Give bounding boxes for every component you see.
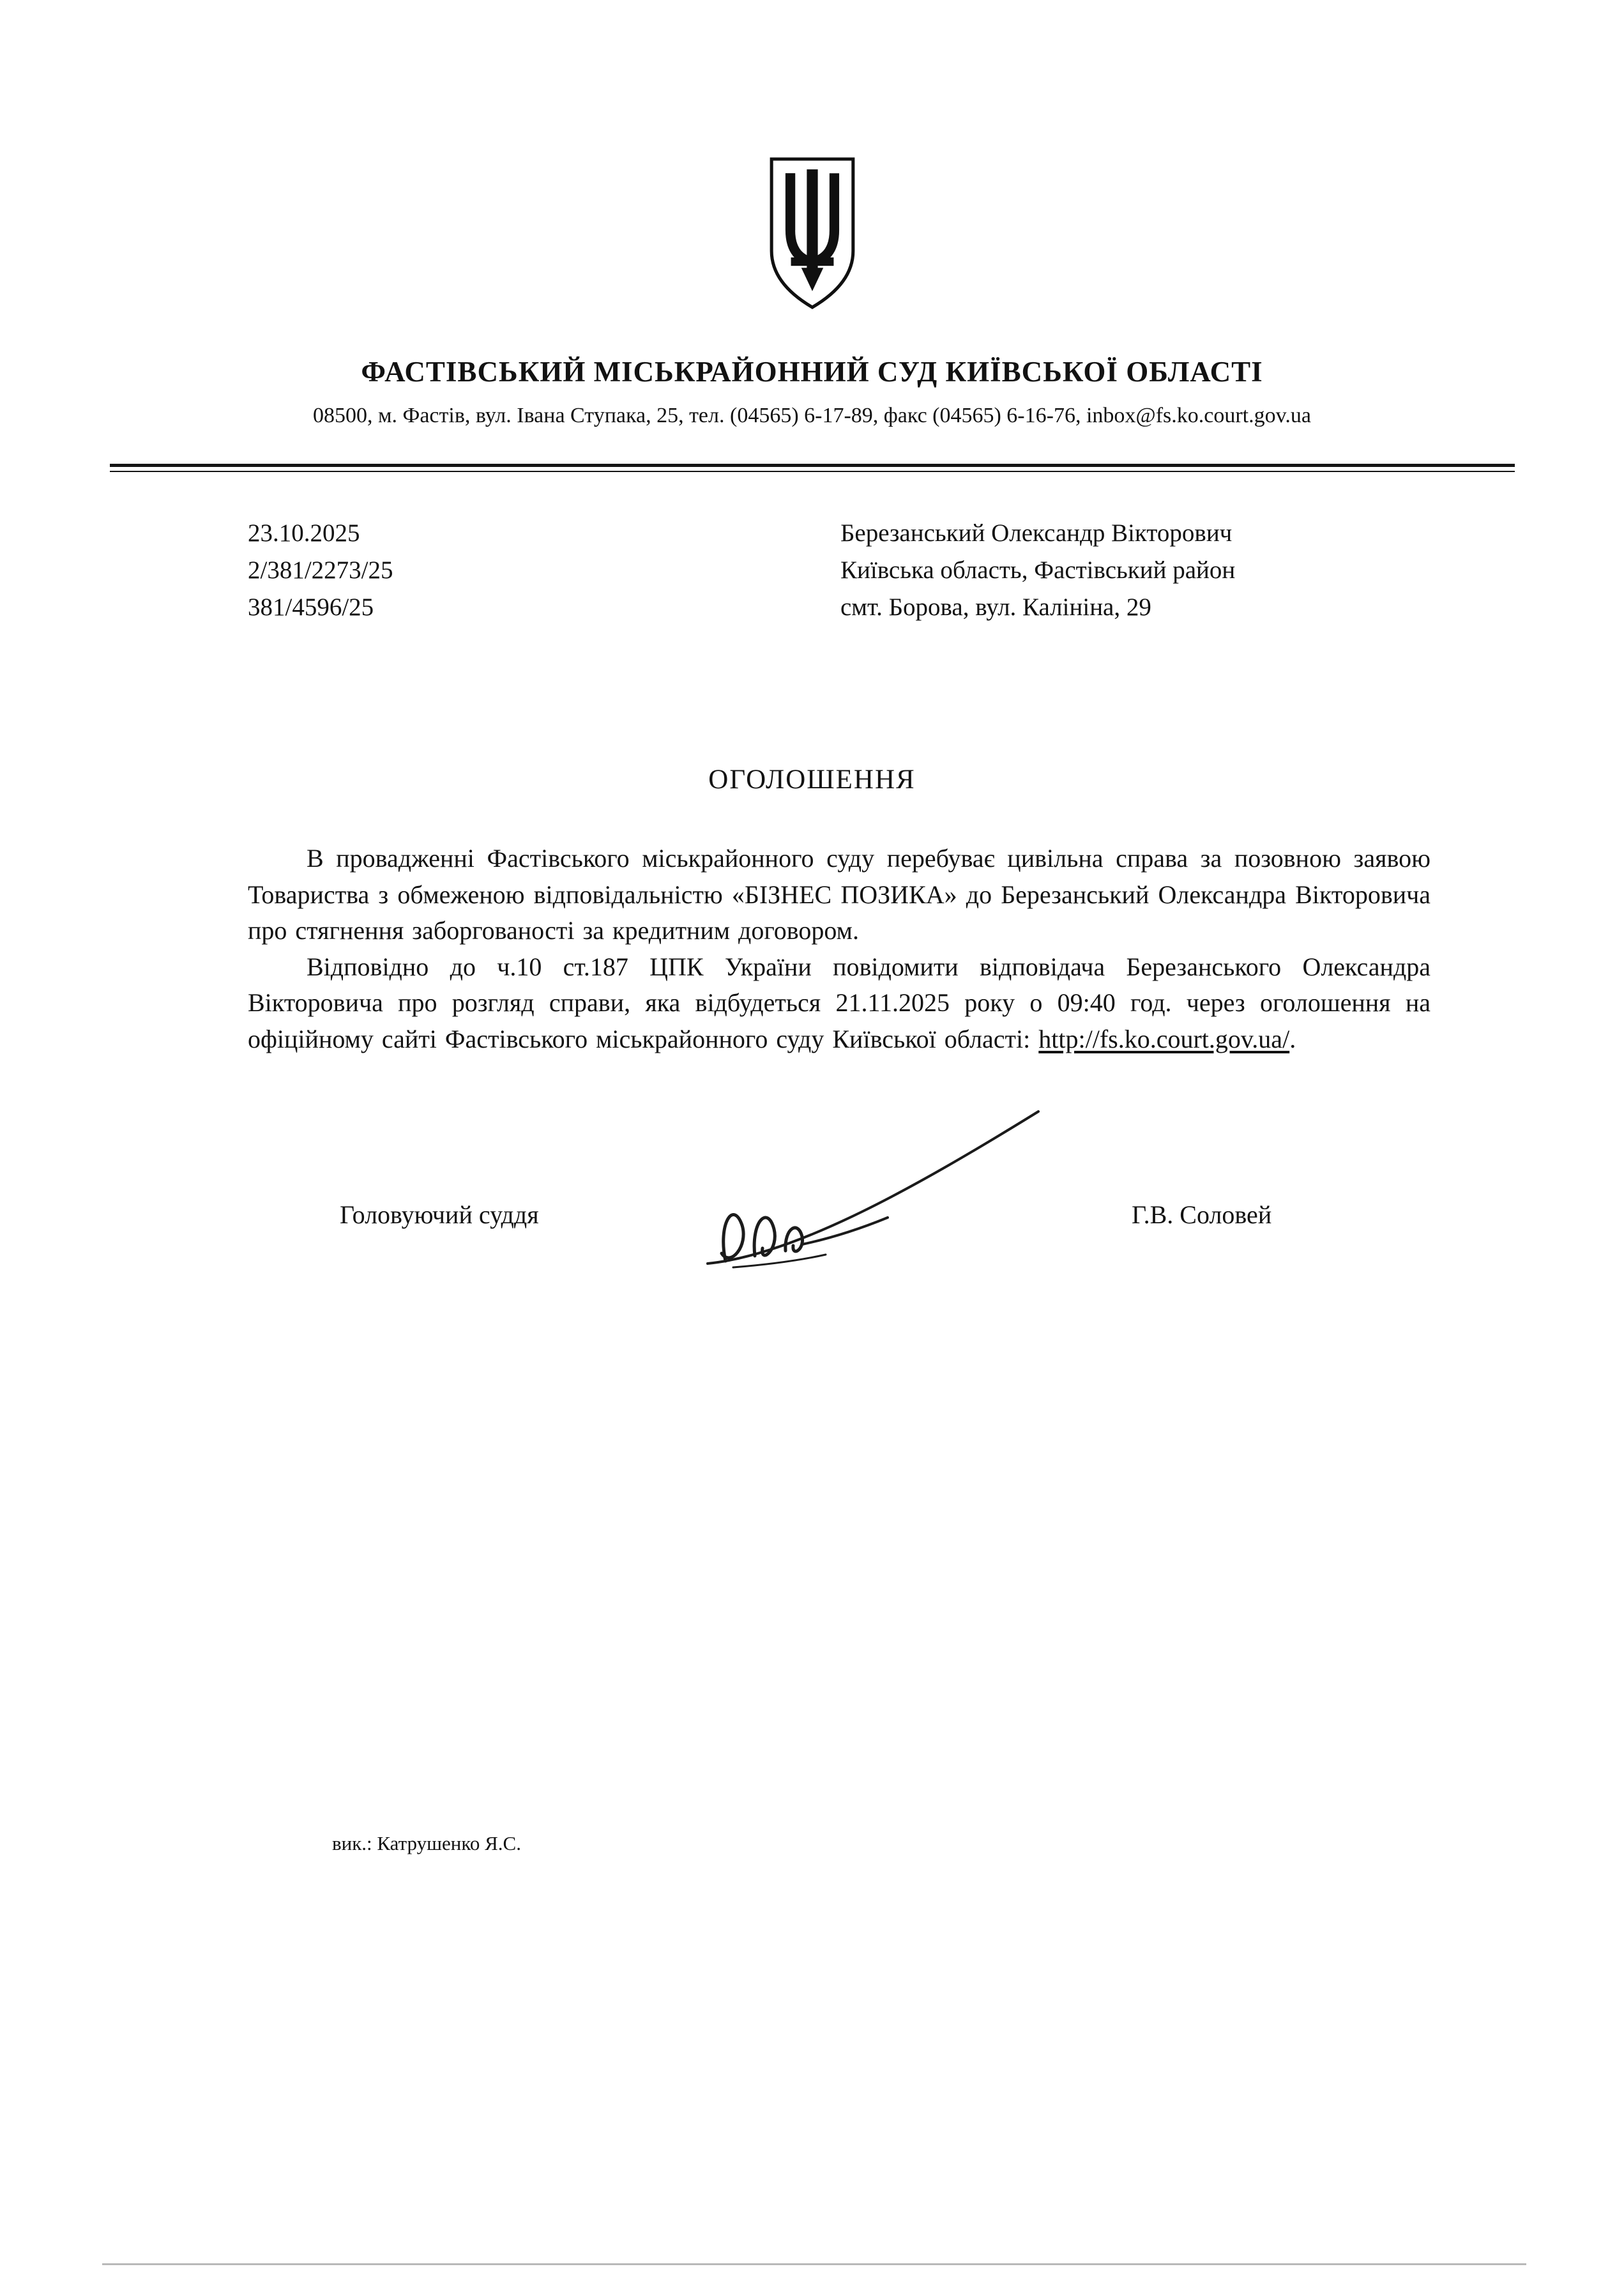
divider-thick-line [110, 464, 1515, 467]
recipient-region: Київська область, Фастівський район [840, 556, 1236, 584]
court-address-line: 08500, м. Фастів, вул. Івана Ступака, 25, тел. (04565) 6-17-89, факс (04565) 6-16-76, inbox@fs.ko.court.gov.ua [312, 404, 1312, 427]
judge-role-label: Головуючий суддя [340, 1200, 539, 1229]
ukraine-trident-emblem-icon [764, 153, 861, 313]
announcement-title: ОГОЛОШЕННЯ [708, 765, 916, 795]
body-paragraph-2-period: . [1289, 1024, 1296, 1053]
reference-block [248, 515, 393, 626]
executor-note: вик.: Катрушенко Я.С. [332, 1832, 521, 1854]
body-paragraph-1: В провадженні Фастівського міськрайонного суду перебуває цивільна справа за позовною заявою Товариства з обмеженою відповідальністю «БІЗНЕС ПОЗИКА» до Березанський Олександра Вікторовича про стягнення заборгованості за кредитним договором. [248, 844, 1430, 945]
scan-edge-artifact [102, 2263, 1526, 2265]
document-date: 23.10.2025 [248, 519, 360, 547]
recipient-block [840, 515, 1235, 626]
case-number: 2/381/2273/25 [248, 556, 393, 584]
recipient-address: смт. Борова, вул. Калініна, 29 [840, 593, 1151, 621]
divider-thin-line [110, 471, 1515, 472]
announcement-body [248, 841, 1430, 1057]
letterhead-divider [110, 464, 1515, 472]
court-name-heading: ФАСТІВСЬКИЙ МІСЬКРАЙОННИЙ СУД КИЇВСЬКОЇ ОБЛАСТІ [361, 356, 1263, 388]
body-paragraph-2-text: Відповідно до ч.10 ст.187 ЦПК України повідомити відповідача Березанського Олександра Вікторовича про розгляд справи, яка відбудеться 21.11.2025 року о 09:40 год. через оголошення на офіційному сайті Фастівського міськрайонного суду Київської області: [248, 952, 1430, 1053]
recipient-name: Березанський Олександр Вікторович [840, 519, 1233, 547]
judge-name: Г.В. Соловей [1132, 1200, 1272, 1229]
court-website-link[interactable]: http://fs.ko.court.gov.ua/ [1038, 1024, 1290, 1053]
handwritten-signature-icon [688, 1103, 1059, 1275]
body-paragraph-2 [248, 949, 1430, 1058]
registry-number: 381/4596/25 [248, 593, 374, 621]
